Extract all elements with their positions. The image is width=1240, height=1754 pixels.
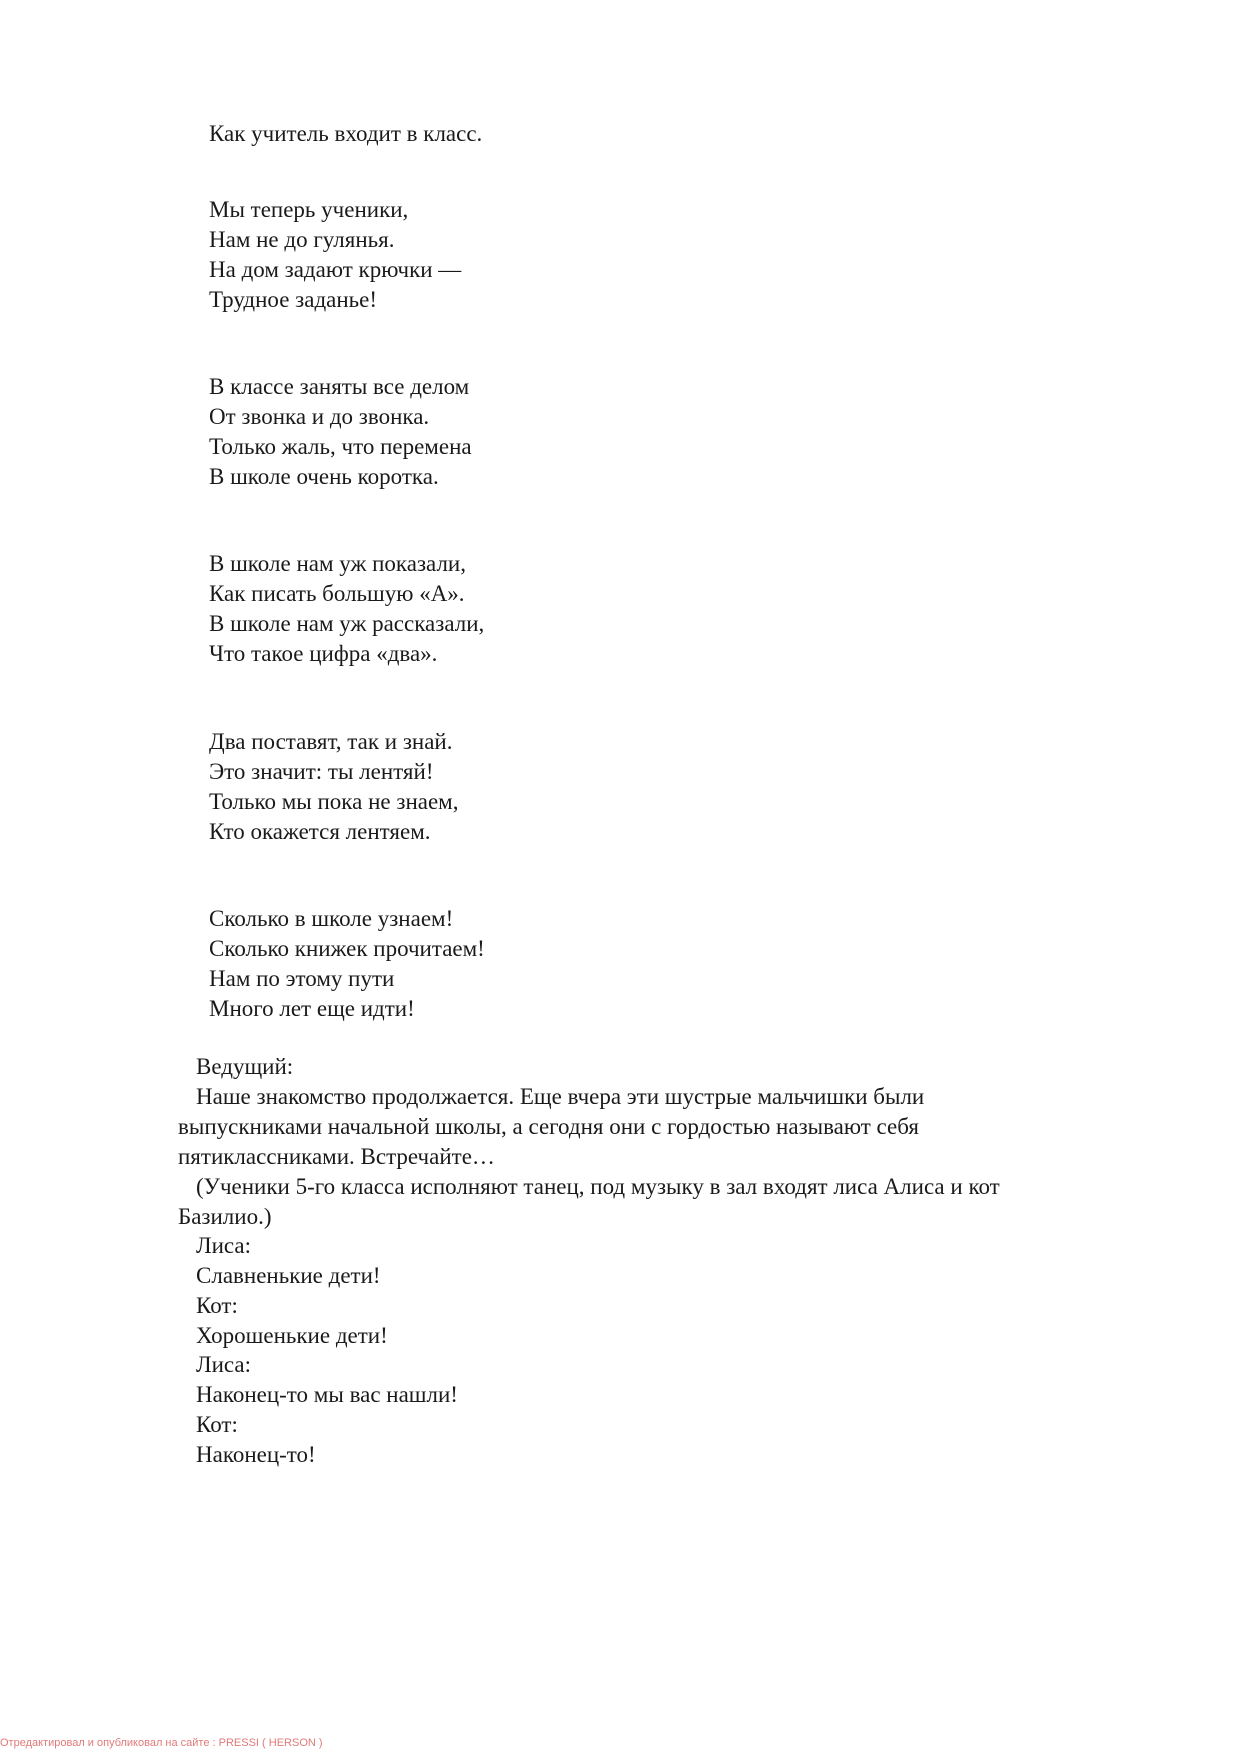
stage-direction: Базилио.): [178, 1204, 272, 1229]
verse-line: Только жаль, что перемена: [209, 434, 472, 459]
verse-line: В школе очень коротка.: [209, 464, 439, 489]
speaker-label: Лиса:: [196, 1233, 251, 1258]
dialogue-line: Хорошенькие дети!: [196, 1323, 388, 1348]
speaker-label: Кот:: [196, 1412, 238, 1437]
verse-line: Как учитель входит в класс.: [209, 121, 483, 146]
prose-line: выпускниками начальной школы, а сегодня они с гордостью называют себя: [178, 1114, 919, 1139]
verse-line: Что такое цифра «два».: [209, 641, 438, 666]
dialogue-line: Наконец-то!: [196, 1442, 316, 1467]
publisher-footer: Отредактировал и опубликовал на сайте : PRESSI ( HERSON ): [0, 1737, 323, 1749]
speaker-label: Кот:: [196, 1293, 238, 1318]
dialogue-line: Наконец-то мы вас нашли!: [196, 1382, 458, 1407]
speaker-label: Лиса:: [196, 1352, 251, 1377]
verse-line: Это значит: ты лентяй!: [209, 759, 434, 784]
verse-line: Трудное заданье!: [209, 287, 378, 312]
verse-line: Много лет еще идти!: [209, 996, 415, 1021]
verse-line: В классе заняты все делом: [209, 374, 470, 399]
verse-line: На дом задают крючки —: [209, 257, 462, 282]
verse-line: Кто окажется лентяем.: [209, 819, 431, 844]
verse-line: Мы теперь ученики,: [209, 197, 409, 222]
prose-line: пятиклассниками. Встречайте…: [178, 1144, 495, 1169]
verse-line: Сколько книжек прочитаем!: [209, 936, 485, 961]
verse-line: В школе нам уж рассказали,: [209, 611, 485, 636]
speaker-label: Ведущий:: [196, 1054, 294, 1079]
verse-line: Нам не до гулянья.: [209, 227, 395, 252]
verse-line: Только мы пока не знаем,: [209, 789, 459, 814]
verse-line: Как писать большую «А».: [209, 581, 465, 606]
verse-line: От звонка и до звонка.: [209, 404, 430, 429]
verse-line: Два поставят, так и знай.: [209, 729, 453, 754]
prose-line: Наше знакомство продолжается. Еще вчера эти шустрые мальчишки были: [196, 1084, 925, 1109]
verse-line: В школе нам уж показали,: [209, 551, 466, 576]
verse-line: Сколько в школе узнаем!: [209, 906, 454, 931]
verse-line: Нам по этому пути: [209, 966, 395, 991]
dialogue-line: Славненькие дети!: [196, 1263, 381, 1288]
stage-direction: (Ученики 5-го класса исполняют танец, под музыку в зал входят лиса Алиса и кот: [196, 1174, 1000, 1199]
